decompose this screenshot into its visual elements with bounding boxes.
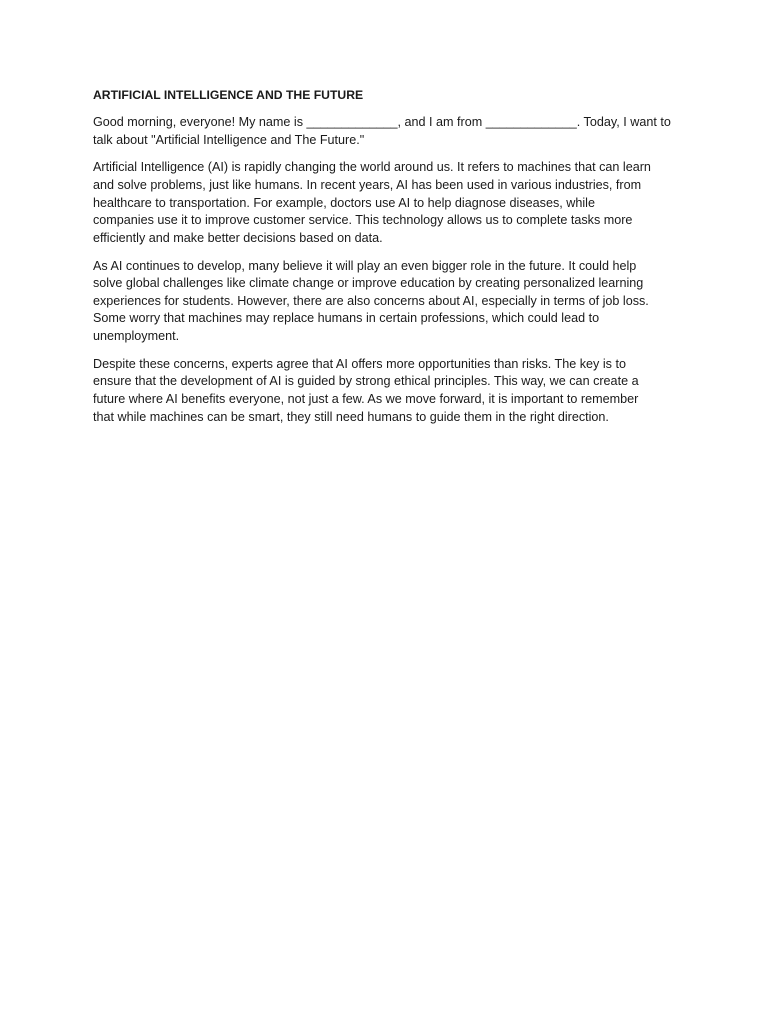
paragraph-line: As AI continues to develop, many believe it will play an even bigger role in the future. It could help: [93, 258, 637, 273]
paragraph-line: that while machines can be smart, they still need humans to guide them in the right direction.: [93, 409, 609, 424]
paragraph-line: efficiently and make better decisions based on data.: [93, 230, 383, 245]
paragraph-line: and solve problems, just like humans. In recent years, AI has been used in various industries, from: [93, 178, 642, 193]
paragraph-line: Some worry that machines may replace humans in certain professions, which could lead to: [93, 311, 600, 326]
paragraph-line: Despite these concerns, experts agree that AI offers more opportunities than risks. The key is to: [93, 356, 626, 371]
paragraph-line: companies use it to improve customer service. This technology allows us to complete tasks more: [93, 213, 633, 228]
paragraph-conclusion: [93, 356, 683, 426]
paragraph-line: healthcare to transportation. For example, doctors use AI to help diagnose diseases, while: [93, 195, 595, 210]
paragraph-line: solve global challenges like climate change or improve education by creating personalized learning: [93, 276, 644, 291]
paragraph-line: talk about "Artificial Intelligence and The Future.": [93, 132, 365, 147]
paragraph-line: Artificial Intelligence (AI) is rapidly changing the world around us. It refers to machines that can learn: [93, 160, 651, 175]
paragraph-line: Good morning, everyone! My name is _____________, and I am from _____________. Today, I want to: [93, 115, 671, 130]
paragraph-future-role: [93, 258, 683, 346]
paragraph-line: ensure that the development of AI is guided by strong ethical principles. This way, we can create a: [93, 374, 639, 389]
paragraph-line: experiences for students. However, there are also concerns about AI, especially in terms of job loss.: [93, 293, 649, 308]
paragraph-ai-definition: [93, 159, 683, 247]
document-title: ARTIFICIAL INTELLIGENCE AND THE FUTURE: [93, 88, 364, 102]
paragraph-line: future where AI benefits everyone, not just a few. As we move forward, it is important to remember: [93, 391, 639, 406]
paragraph-line: unemployment.: [93, 329, 180, 343]
document-body: [93, 87, 683, 436]
paragraph-intro: [93, 114, 683, 149]
